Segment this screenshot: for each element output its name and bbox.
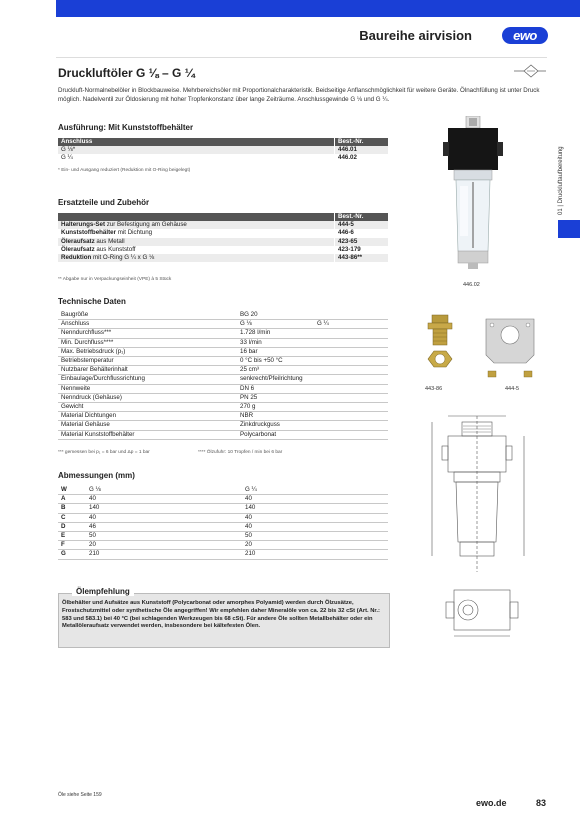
tech-row: Nennweite DN 6 xyxy=(58,384,388,393)
tech-row: Anschluss G ⅛ G ¼ xyxy=(58,320,388,329)
chapter-label: 01 | Druckluftaufbereitung xyxy=(558,146,564,215)
oelempfehlung-title: Ölempfehlung xyxy=(72,587,134,596)
section-ausfuehrung: Ausführung: Mit Kunststoffbehälter xyxy=(58,123,194,132)
tech-row: Nenndurchfluss*** 1.728 l/min xyxy=(58,329,388,338)
ersatzteile-table: Best.-Nr. Halterungs-Set zur Befestigung am Gehäuse 444-5 Kunststoffbehälter mit Dichtung 446-6 Öleraufsatz aus Metall 423-65 Öleraufsatz aus Kunststoff 423-179 Reduktion mit O-Ring G ¼ x G ⅛ 443-86** xyxy=(58,213,388,262)
tech-row: Gewicht 270 g xyxy=(58,403,388,412)
abmessungen-table xyxy=(58,486,388,560)
oelempfehlung-text: Ölbehälter und Aufsätze aus Kunststoff (Polycarbonat oder amorphes Polyamid) werden durch Ölzusätze, Frostschutzmittel oder synthetische Öle angegriffen! Wir empfehlen daher Mineralöle von ca. 22 bis 32 cSt (Art. Nr.: 583 und 583.1) bei 40 °C (bei schlagenden Werkzeugen bis 68 cSt). Für andere Öle sollten Metallbehälter oder ein Metallöleraufsatz verwendet werden, insbesondere bei kältefesten Ölen. xyxy=(62,600,380,630)
ewo-logo: ewo xyxy=(502,27,548,44)
ausfuehrung-note: * Ein- und Ausgang reduziert (Reduktion mit O-Ring beigelegt) xyxy=(58,168,191,173)
footer-note: Öle siehe Seite 159 xyxy=(58,792,102,798)
tech-row: Einbaulage/Durchflussrichtung senkrecht/Pfeilrichtung xyxy=(58,375,388,384)
dim-row: W G ⅛ G ¼ xyxy=(58,486,388,495)
technische-note-1: *** gemessen bei p₁ = 6 bar und Δp = 1 bar xyxy=(58,450,150,455)
dimension-drawing-top xyxy=(438,582,528,642)
page-number: 83 xyxy=(536,798,547,808)
oelempfehlung-box xyxy=(58,587,388,647)
series-title: Baureihe airvision xyxy=(359,28,472,43)
tech-row: Min. Durchfluss**** 33 l/min xyxy=(58,338,388,347)
caption-product: 446.02 xyxy=(463,282,480,288)
top-color-bar xyxy=(56,0,580,17)
caption-bracket: 444-5 xyxy=(505,386,520,392)
dim-row: A 40 40 xyxy=(58,495,388,504)
technische-note-2: **** Ölzufuhr: 10 Tropfen / min bei 6 bar xyxy=(198,450,283,455)
ersatzteile-note: ** Abgabe nur in Verpackungseinheit (VPE) à 5 Stück xyxy=(58,277,172,282)
section-technische-daten: Technische Daten xyxy=(58,297,126,306)
dim-row: B 140 140 xyxy=(58,504,388,513)
footer-url[interactable]: ewo.de xyxy=(476,798,507,808)
section-ersatzteile: Ersatzteile und Zubehör xyxy=(58,198,150,207)
dim-row: G 210 210 xyxy=(58,550,388,559)
tech-row: Material Gehäuse Zinkdruckguss xyxy=(58,421,388,430)
oiler-symbol-icon xyxy=(514,63,546,79)
intro-text: Druckluft-Normalnebelöler in Blockbauweise. Mehrbereichsöler mit Proportionalcharakteristik. Beidseitige Anflanschmöglichkeit für weitere Geräte. Ölnachfüllung ist unter Druck möglich. Nadelventil zur Öldosierung mit hoher Tropfenkonstanz über lange Zeiträume. Anschlussgewinde G ⅛ und G ¼. xyxy=(58,87,540,103)
dim-row: E 50 50 xyxy=(58,532,388,541)
tech-row: Material Dichtungen NBR xyxy=(58,412,388,421)
tech-row: Baugröße BG 20 xyxy=(58,311,388,320)
tech-row: Nenndruck (Gehäuse) PN 25 xyxy=(58,393,388,402)
header-divider xyxy=(56,57,547,58)
tech-row: Material Kunststoffbehälter Polycarbonat xyxy=(58,430,388,439)
oiler-product-image xyxy=(438,116,508,276)
tech-row: Nutzbarer Behälterinhalt 25 cm³ xyxy=(58,366,388,375)
section-abmessungen: Abmessungen (mm) xyxy=(58,471,135,480)
tech-row: Betriebstemperatur 0 °C bis +50 °C xyxy=(58,357,388,366)
tech-row: Max. Betriebsdruck (p₁) 16 bar xyxy=(58,347,388,356)
chapter-tab[interactable] xyxy=(558,220,580,238)
dim-row: F 20 20 xyxy=(58,541,388,550)
dim-row: D 46 40 xyxy=(58,522,388,531)
dimension-drawing-front xyxy=(428,412,538,582)
dim-row: C 40 40 xyxy=(58,513,388,522)
caption-reduction: 443-86 xyxy=(425,386,443,392)
technische-daten-table xyxy=(58,311,388,440)
ausfuehrung-table: Anschluss Best.-Nr. G ⅛* 446.01 G ¼ 446.02 xyxy=(58,138,388,163)
page-title: Druckluftöler G ⅛ – G ¼ xyxy=(58,66,195,80)
reduction-part-image xyxy=(420,313,460,385)
bracket-part-image xyxy=(480,315,540,387)
